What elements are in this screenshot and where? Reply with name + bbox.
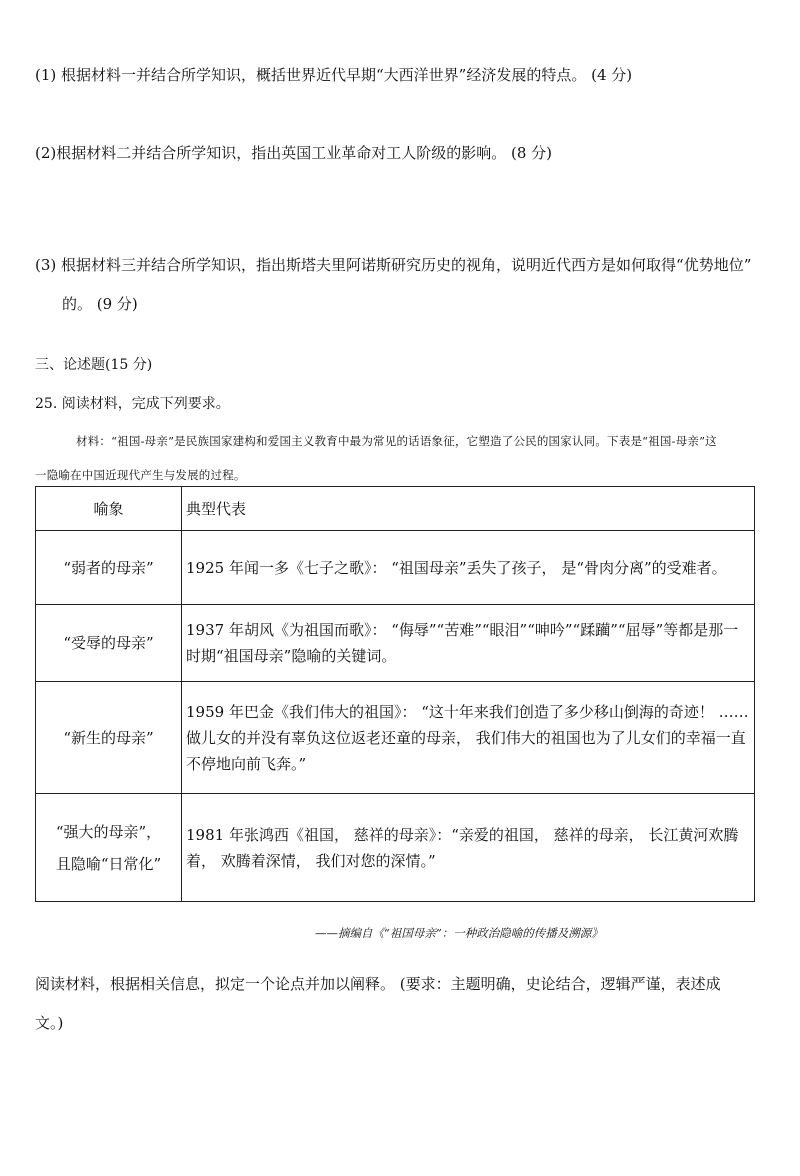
task-line-1: 阅读材料，根据相关信息，拟定一个论点并加以阐释。 (要求：主题明确，史论结合，逻辑严谨，表述成 [35, 975, 721, 993]
metaphor-table [35, 486, 755, 902]
question-3-line-2: 的。 (9 分) [62, 295, 138, 313]
table-row [36, 605, 755, 682]
table-row [36, 794, 755, 902]
row-example: 1925 年闻一多《七子之歌》： “祖国母亲”丢失了孩子， 是“骨肉分离”的受难者。 [182, 531, 755, 605]
row-example: 1959 年巴金《我们伟大的祖国》： “这十年来我们创造了多少移山倒海的奇迹！ ……做儿女的并没有辜负这位返老还童的母亲， 我们伟大的祖国也为了儿女们的幸福一直不停地向前飞奔。” [182, 682, 755, 794]
row-example: 1937 年胡风《为祖国而歌》： “侮辱”“苦难”“眼泪”“呻吟”“蹂躏”“屈辱”等都是那一时期“祖国母亲”隐喻的关键词。 [182, 605, 755, 682]
material-line-1: 材料：“祖国-母亲”是民族国家建构和爱国主义教育中最为常见的话语象征，它塑造了公民的国家认同。下表是“祖国-母亲”这 [76, 434, 717, 448]
table-row [36, 531, 755, 605]
source-citation: ——摘编自《“祖国母亲”：一种政治隐喻的传播及溯源》 [315, 926, 603, 940]
row-metaphor: “弱者的母亲” [36, 531, 182, 605]
row-example: 1981 年张鸿西《祖国， 慈祥的母亲》：“亲爱的祖国， 慈祥的母亲， 长江黄河欢腾着， 欢腾着深情， 我们对您的深情。” [182, 794, 755, 902]
header-metaphor: 喻象 [36, 487, 182, 531]
question-3-line-1: (3) 根据材料三并结合所学知识，指出斯塔夫里阿诺斯研究历史的视角，说明近代西方是如何取得“优势地位” [35, 256, 752, 274]
row-metaphor: “新生的母亲” [36, 682, 182, 794]
header-example: 典型代表 [182, 487, 755, 531]
table-row [36, 682, 755, 794]
row-metaphor: “强大的母亲”， 且隐喻“日常化” [36, 794, 182, 902]
material-line-2: 一隐喻在中国近现代产生与发展的过程。 [35, 468, 246, 482]
task-line-2: 文。) [35, 1014, 64, 1032]
section-heading: 三、论述题(15 分) [35, 357, 153, 373]
question-25: 25. 阅读材料，完成下列要求。 [35, 396, 230, 412]
question-2: (2)根据材料二并结合所学知识，指出英国工业革命对工人阶级的影响。 (8 分) [35, 144, 553, 162]
row-metaphor: “受辱的母亲” [36, 605, 182, 682]
table-header-row [36, 487, 755, 531]
question-1: (1) 根据材料一并结合所学知识，概括世界近代早期“大西洋世界”经济发展的特点。 (4 分) [35, 66, 633, 84]
